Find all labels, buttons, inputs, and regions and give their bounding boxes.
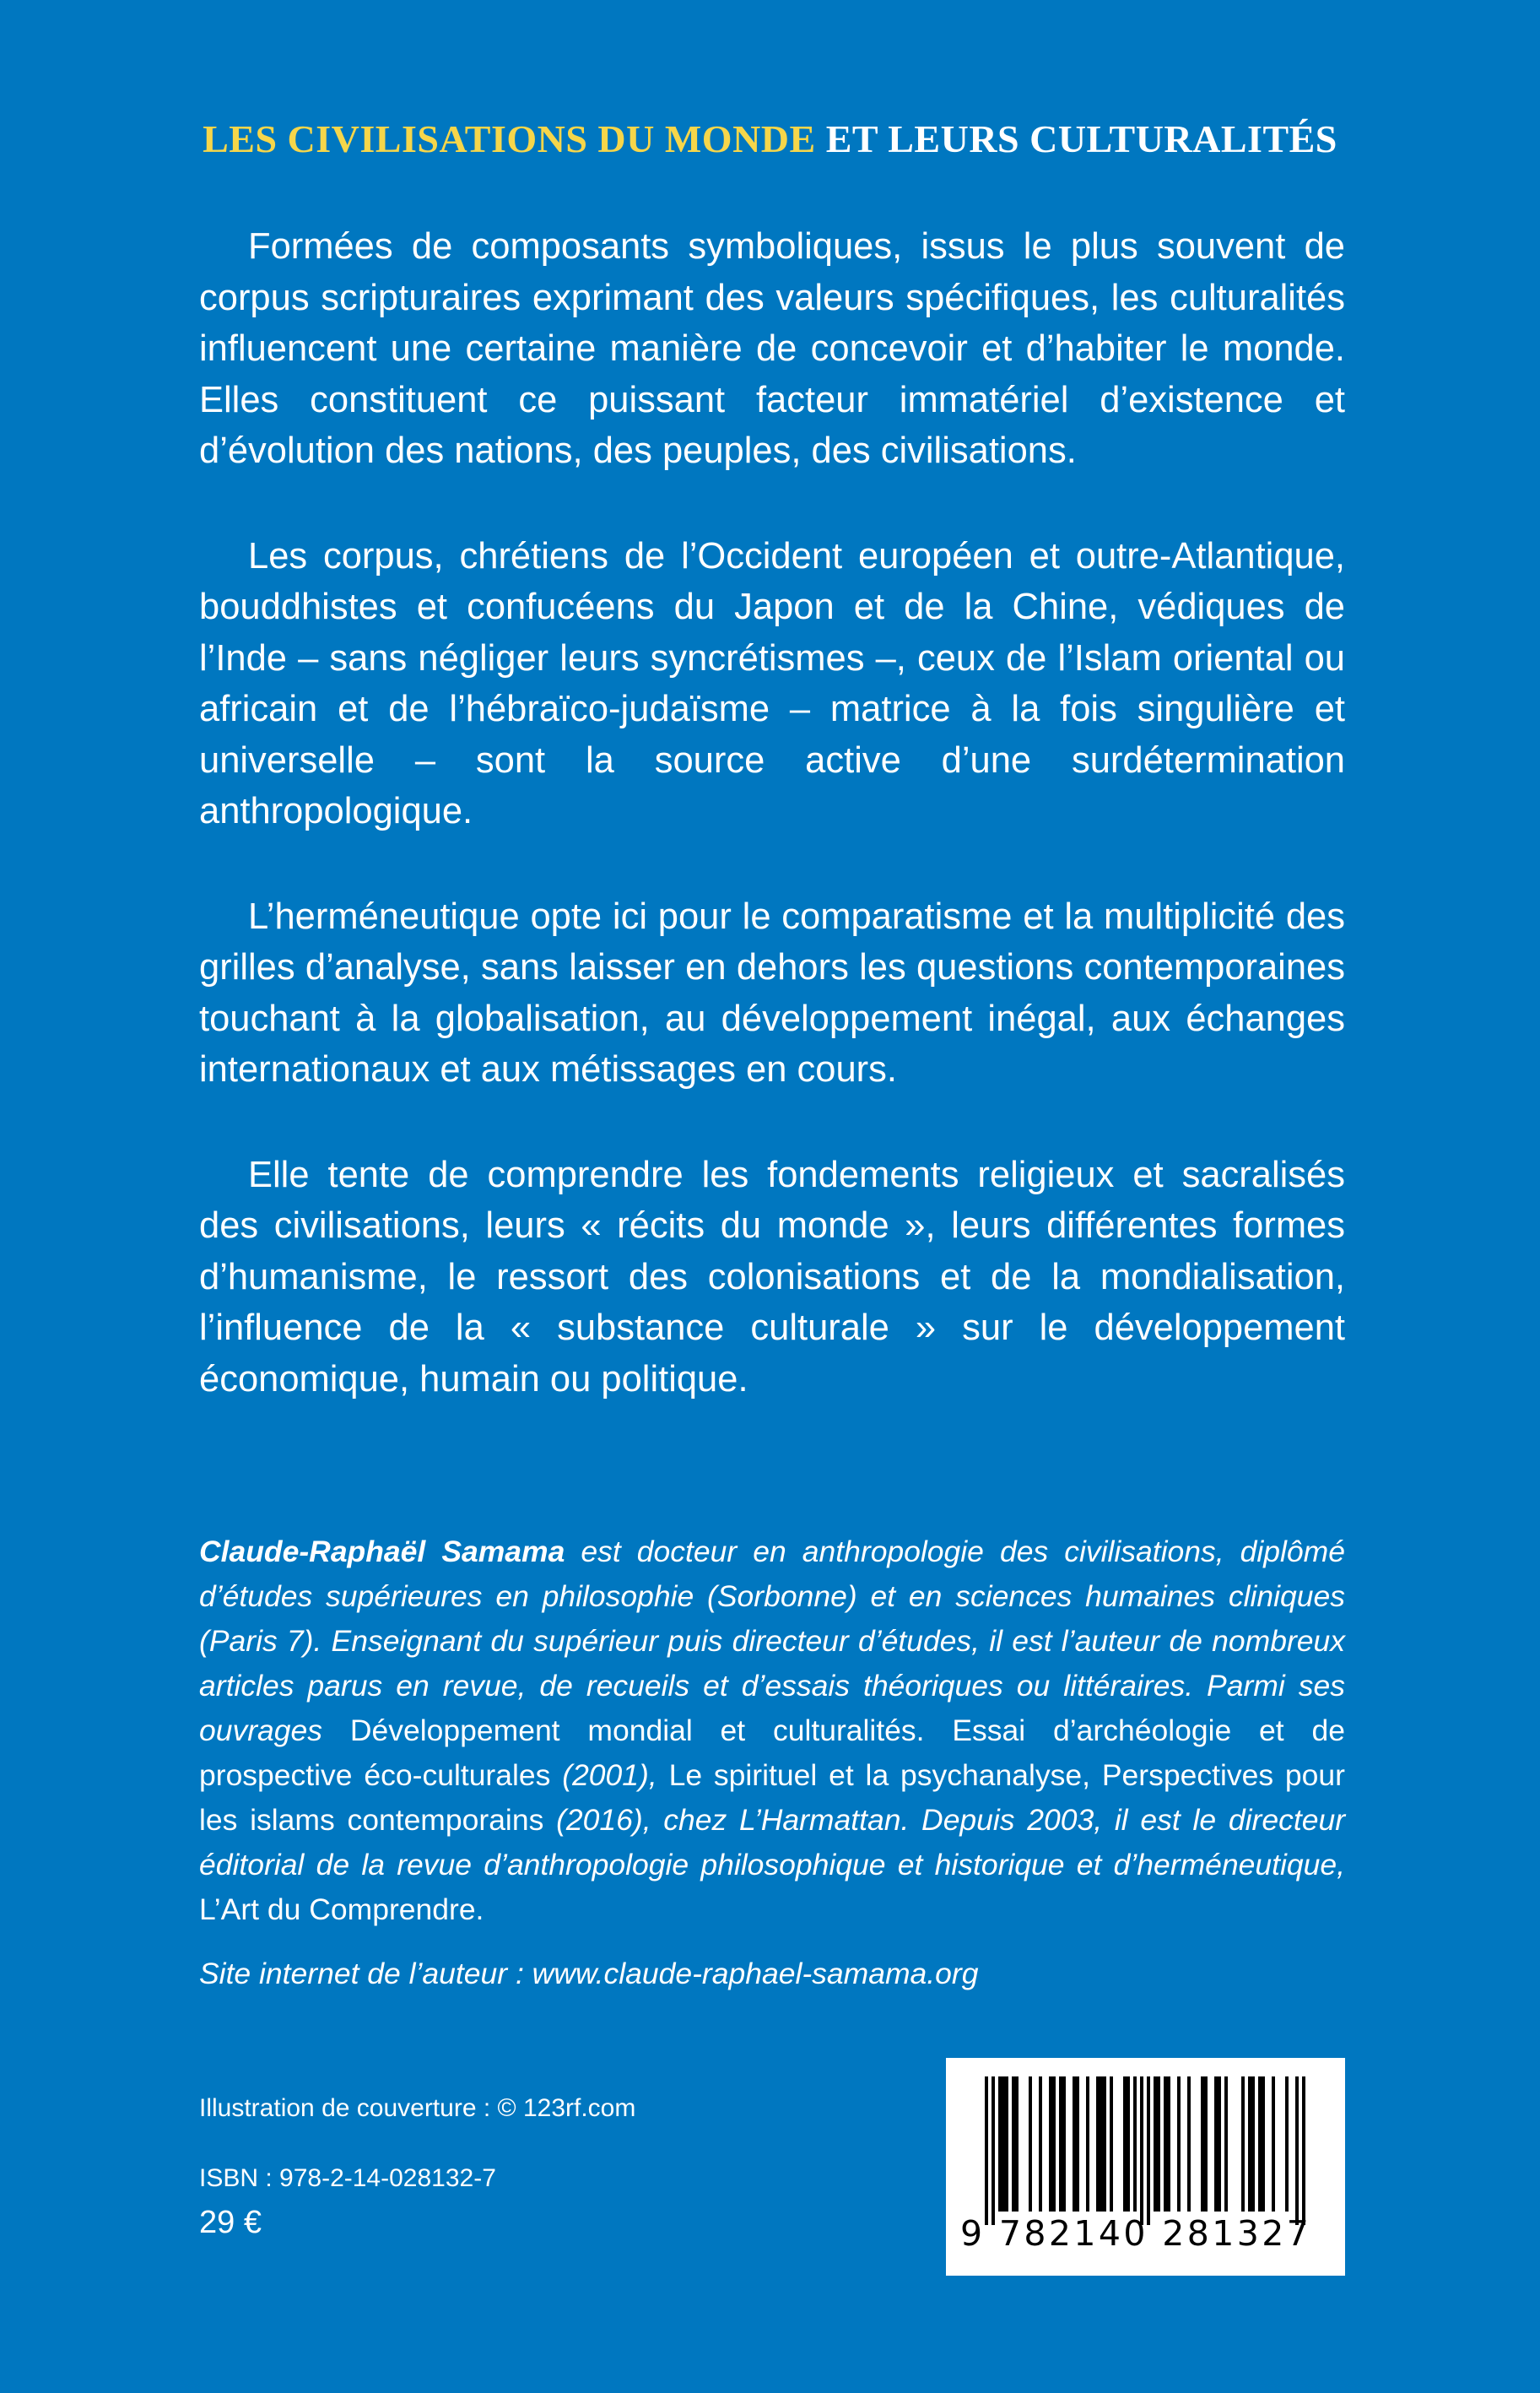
author-bio — [199, 1529, 1345, 1932]
price: 29 € — [199, 2205, 262, 2240]
barcode-bar — [1262, 2076, 1265, 2212]
blurb-paragraph-1: Formées de composants symboliques, issus le plus souvent de corpus scripturaires exprimant des valeurs spécifiques, les culturalités influencent une certaine manière de concevoir et d’habiter le monde. Elles constituent ce puissant facteur immatériel d’existence et d’évolution des nations, des peuples, des civilisations. — [199, 226, 1345, 471]
barcode-bar — [1076, 2076, 1079, 2212]
barcode-bar — [1086, 2076, 1089, 2212]
title-highlight: LES CIVILISATIONS DU MONDE — [203, 117, 816, 160]
barcode-bar — [1295, 2076, 1299, 2225]
bio-year-1: (2001), — [550, 1758, 669, 1792]
barcode-bar — [1157, 2076, 1160, 2212]
barcode-bar — [1251, 2076, 1255, 2212]
barcode-bar — [1248, 2076, 1251, 2212]
barcode-bar — [1123, 2076, 1127, 2212]
barcode-bar — [992, 2076, 995, 2225]
bio-text-2: (2016), chez L’Harmattan. Depuis 2003, il est le directeur éditorial de la revue d’anthropologie philosophique et historique et d’herméneutique, — [199, 1803, 1346, 1881]
barcode-bar — [1154, 2076, 1157, 2212]
barcode-bar — [1241, 2076, 1245, 2212]
barcode-bar — [1258, 2076, 1262, 2212]
barcode-bar — [1029, 2076, 1032, 2212]
blurb — [199, 221, 1345, 1459]
barcode-bar — [1059, 2076, 1062, 2212]
barcode-bar — [1177, 2076, 1181, 2212]
barcode-bar — [1049, 2076, 1052, 2212]
barcode-bar — [1204, 2076, 1208, 2212]
bio-journal: L’Art du Comprendre. — [199, 1892, 484, 1926]
barcode-bar — [1127, 2076, 1130, 2212]
barcode-bar — [1272, 2076, 1275, 2212]
bio-work-1: Développement mondial et culturalités. Essai d’archéologie et de prospective éco-culturales — [199, 1714, 1345, 1792]
barcode-bar — [1012, 2076, 1015, 2212]
barcode-bar — [1201, 2076, 1204, 2212]
barcode — [946, 2058, 1345, 2276]
barcode-bar — [1015, 2076, 1019, 2212]
barcode-bar — [1073, 2076, 1076, 2212]
book-title — [0, 116, 1540, 161]
barcode-bar — [998, 2076, 1002, 2212]
barcode-bar — [1214, 2076, 1218, 2212]
barcode-bar — [985, 2076, 988, 2225]
barcode-bar — [1100, 2076, 1103, 2212]
barcode-bar — [1302, 2076, 1305, 2225]
author-name: Claude-Raphaël Samama — [199, 1535, 565, 1568]
barcode-bar — [1039, 2076, 1042, 2212]
barcode-bar — [1187, 2076, 1191, 2212]
barcode-bar — [1164, 2076, 1167, 2212]
blurb-paragraph-2: Les corpus, chrétiens de l’Occident européen et outre-Atlantique, bouddhistes et confucéens du Japon et de la Chine, védiques de l’Inde – sans négliger leurs syncrétismes –, ceux de l’Islam oriental ou africain et de l’hébraïco-judaïsme – matrice à la fois singulière et universelle – sont la source active d’une surdétermination anthropologique. — [199, 535, 1345, 831]
bio-text-1: est docteur en anthropologie des civilisations, diplômé d’études supérieures en philosophie (Sorbonne) et en sciences humaines cliniques (Paris 7). Enseignant du supérieur puis directeur d’études, il est l’auteur de nombreux articles parus en revue, de recueils et d’essais théoriques ou littéraires. Parmi ses ouvrages — [199, 1535, 1345, 1747]
barcode-bar — [1147, 2076, 1150, 2225]
isbn: ISBN : 978-2-14-028132-7 — [199, 2164, 496, 2192]
barcode-bar — [1140, 2076, 1143, 2225]
barcode-bar — [1110, 2076, 1113, 2212]
barcode-bar — [1167, 2076, 1170, 2212]
barcode-bar — [1218, 2076, 1221, 2212]
author-website: Site internet de l’auteur : www.claude-raphael-samama.org — [199, 1957, 979, 1990]
bio-work-2: Le spirituel et la psychanalyse, Perspectives pour les islams contemporains — [199, 1758, 1345, 1837]
illustration-credit: Illustration de couverture : © 123rf.com — [199, 2094, 636, 2122]
blurb-paragraph-4: Elle tente de comprendre les fondements religieux et sacralisés des civilisations, leurs « récits du monde », leurs différentes formes d’humanisme, le ressort des colonisations et de la mondialisation, l’influence de la « substance culturale » sur le développement économique, humain ou politique. — [199, 1154, 1345, 1400]
barcode-bar — [1103, 2076, 1106, 2212]
barcode-bar — [1285, 2076, 1289, 2212]
barcode-bar — [1096, 2076, 1100, 2212]
barcode-bar — [1052, 2076, 1056, 2212]
blurb-paragraph-3: L’herméneutique opte ici pour le comparatisme et la multiplicité des grilles d’analyse, sans laisser en dehors les questions contemporaines touchant à la globalisation, au développement inégal, aux échanges internationaux et aux métissages en cours. — [199, 896, 1345, 1090]
barcode-bar — [1133, 2076, 1137, 2212]
title-rest: ET LEURS CULTURALITÉS — [825, 117, 1337, 160]
barcode-bar — [1062, 2076, 1066, 2212]
barcode-bar — [1002, 2076, 1005, 2212]
barcode-bar — [1005, 2076, 1008, 2212]
barcode-number: 9 782140 281327 — [960, 2213, 1312, 2254]
barcode-bar — [1224, 2076, 1228, 2212]
